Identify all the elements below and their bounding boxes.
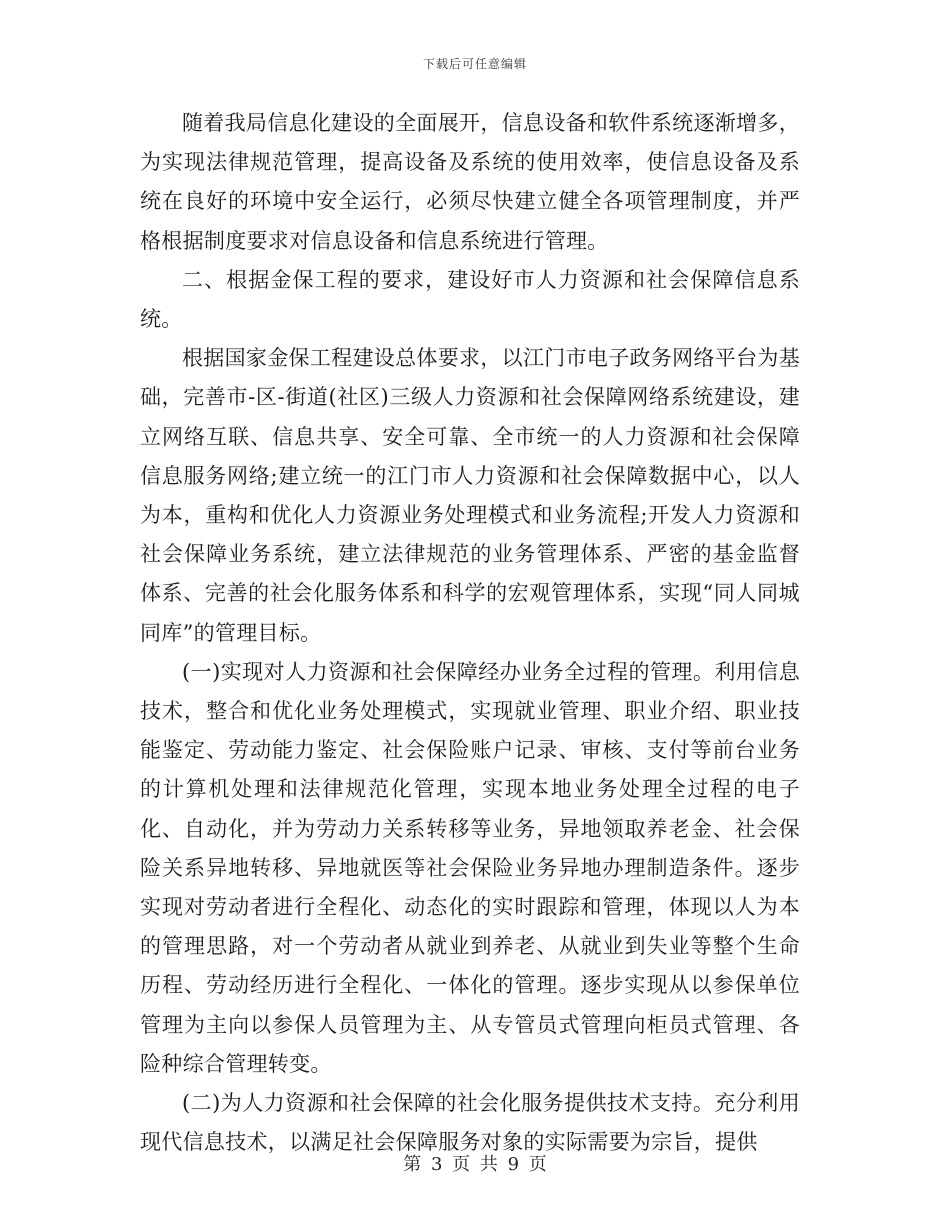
page-number-footer: 第 3 页 共 9 页	[403, 1154, 547, 1175]
section-heading-2: 二、根据金保工程的要求，建设好市人力资源和社会保障信息系统。	[140, 267, 800, 332]
paragraph-intro: 随着我局信息化建设的全面展开，信息设备和软件系统逐渐增多，为实现法律规范管理，提高设备及系统的使用效率，使信息设备及系统在良好的环境中安全运行，必须尽快建立健全各项管理制度，并严格根据制度要求对信息设备和信息系统进行管理。	[140, 111, 800, 253]
document-body	[140, 104, 800, 1162]
paragraph-item-2: (二)为人力资源和社会保障的社会化服务提供技术支持。充分利用现代信息技术，以满足社会保障服务对象的实际需要为宗旨，提供	[140, 1091, 800, 1155]
page-header: 下载后可任意编辑	[422, 57, 527, 71]
paragraph-item-1: (一)实现对人力资源和社会保障经办业务全过程的管理。利用信息技术，整合和优化业务处理模式，实现就业管理、职业介绍、职业技能鉴定、劳动能力鉴定、社会保险账户记录、审核、支付等前台业务的计算机处理和法律规范化管理，实现本地业务处理全过程的电子化、自动化，并为劳动力关系转移等业务，异地领取养老金、社会保险关系异地转移、异地就医等社会保险业务异地办理制造条件。逐步实现对劳动者进行全程化、动态化的实时跟踪和管理，体现以人为本的管理思路，对一个劳动者从就业到养老、从就业到失业等整个生命历程、劳动经历进行全程化、一体化的管理。逐步实现从以参保单位管理为主向以参保人员管理为主、从专管员式管理向柜员式管理、各险种综合管理转变。	[140, 659, 800, 1076]
paragraph-overview: 根据国家金保工程建设总体要求，以江门市电子政务网络平台为基础，完善市-区-街道(社区)三级人力资源和社会保障网络系统建设，建立网络互联、信息共享、安全可靠、全市统一的人力资源和社会保障信息服务网络;建立统一的江门市人力资源和社会保障数据中心，以人为本，重构和优化人力资源业务处理模式和业务流程;开发人力资源和社会保障业务系统，建立法律规范的业务管理体系、严密的基金监督体系、完善的社会化服务体系和科学的宏观管理体系，实现“同人同城同库”的管理目标。	[140, 346, 800, 645]
